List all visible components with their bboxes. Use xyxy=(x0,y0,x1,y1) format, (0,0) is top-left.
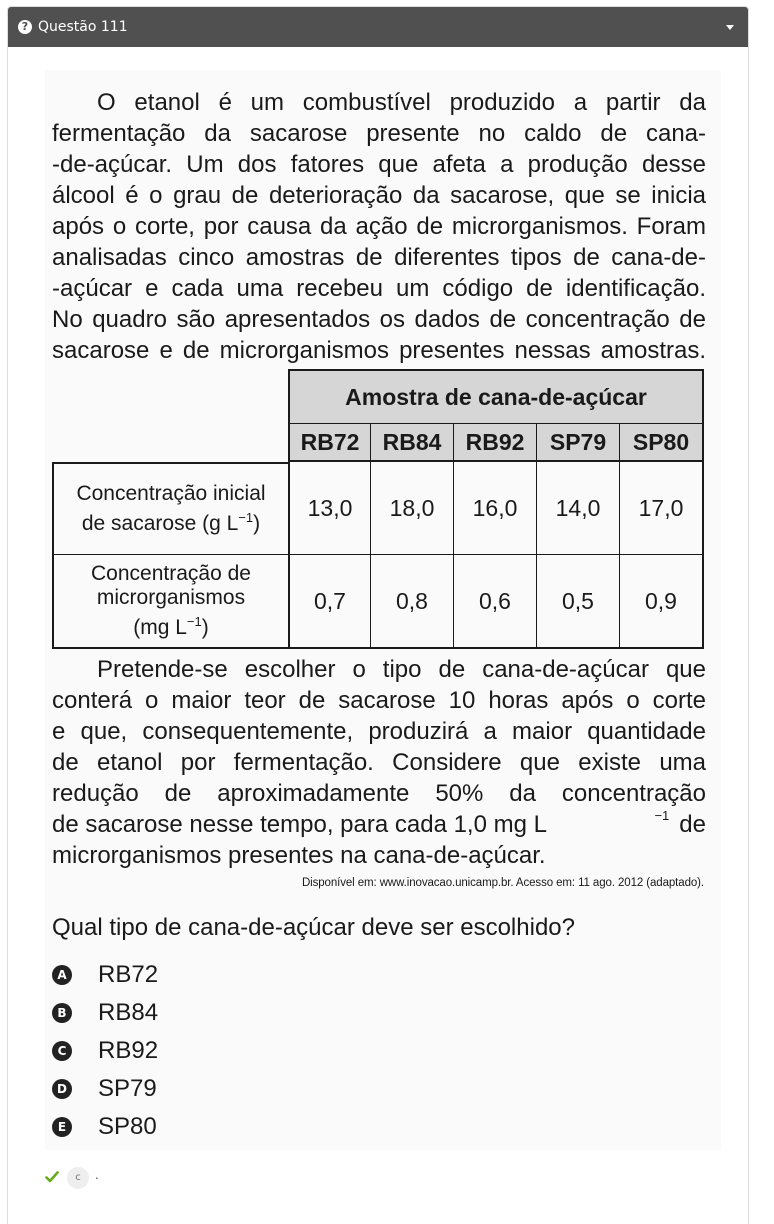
option-text: RB72 xyxy=(98,961,159,988)
passage-line: conterá o maior teor de sacarose 10 horas após o corte xyxy=(52,687,706,714)
passage-line: álcool é o grau de deterioração da sacarose, que se inicia xyxy=(52,182,706,209)
passage-line: -de-açúcar. Um dos fatores que afeta a produção desse xyxy=(52,151,706,178)
passage-paragraph-1 xyxy=(52,87,706,366)
passage-line: redução de aproximadamente 50% da concentração xyxy=(52,780,706,807)
column-header: SP80 xyxy=(620,424,704,462)
passage-line: de etanol por fermentação. Considere que existe uma xyxy=(52,749,706,776)
table-cell: 17,0 xyxy=(620,462,704,555)
column-header: RB84 xyxy=(371,424,454,462)
row-label-microorganisms xyxy=(52,555,288,649)
passage-paragraph-2 xyxy=(52,654,706,871)
passage-line: No quadro são apresentados os dados de concentração de xyxy=(52,306,706,333)
caret-down-icon[interactable] xyxy=(726,25,734,30)
column-header: RB92 xyxy=(454,424,537,462)
option-text: SP80 xyxy=(98,1113,157,1140)
passage-line: de sacarose nesse tempo, para cada 1,0 mg L −1 de xyxy=(52,808,706,838)
passage-line: Pretende-se escolher o tipo de cana-de-açúcar que xyxy=(97,656,706,683)
sample-data-table xyxy=(52,369,704,649)
row-label-line: (mg $L^{-1}$) xyxy=(133,614,209,639)
row-label-sucrose xyxy=(52,462,288,555)
question-mark-icon: ? xyxy=(18,20,32,34)
source-citation: Disponível em: www.inovacao.unicamp.br. Acesso em: 11 ago. 2012 (adaptado). xyxy=(301,877,704,889)
passage-line: analisadas cinco amostras de diferentes tipos de cana-de- xyxy=(52,244,706,271)
passage-line: microrganismos presentes na cana-de-açúcar. xyxy=(52,842,546,869)
checkmark-icon xyxy=(45,1170,59,1184)
row-label-line: microrganismos xyxy=(96,586,246,609)
table-cell: 0,8 xyxy=(371,555,454,649)
option-text: RB84 xyxy=(98,999,159,1026)
passage-line: após o corte, por causa da ação de microrganismos. Foram xyxy=(52,213,706,240)
column-header: SP79 xyxy=(537,424,620,462)
answer-badge: c xyxy=(67,1167,89,1189)
passage-line: O etanol é um combustível produzido a partir da xyxy=(97,89,706,116)
row-label-line: Concentração de xyxy=(91,562,251,585)
passage-line: e que, consequentemente, produzirá a maior quantidade xyxy=(52,718,706,745)
passage-line: -açúcar e cada uma recebeu um código de identificação. xyxy=(52,275,706,302)
option-letter-b-icon: B xyxy=(52,1003,72,1023)
table-cell: 18,0 xyxy=(371,462,454,555)
option-letter-c-icon: C xyxy=(52,1041,72,1061)
question-title: Questão 111 xyxy=(38,19,128,35)
question-header[interactable] xyxy=(8,7,748,47)
table-cell: 0,7 xyxy=(288,555,371,649)
passage-line: sacarose e de microrganismos presentes nessas amostras. xyxy=(52,337,706,364)
answer-suffix: . xyxy=(95,1168,99,1182)
option-text: SP79 xyxy=(98,1075,157,1102)
option-letter-e-icon: E xyxy=(52,1117,72,1137)
table-cell: 13,0 xyxy=(288,462,371,555)
table-group-header: Amostra de cana-de-açúcar xyxy=(288,369,704,424)
table-cell: 0,5 xyxy=(537,555,620,649)
table-cell: 16,0 xyxy=(454,462,537,555)
table-cell: 14,0 xyxy=(537,462,620,555)
question-prompt: Qual tipo de cana-de-açúcar deve ser escolhido? xyxy=(52,914,575,941)
option-letter-a-icon: A xyxy=(52,965,72,985)
option-letter-d-icon: D xyxy=(52,1079,72,1099)
option-text: RB92 xyxy=(98,1037,159,1064)
row-label-line: de sacarose (g $L^{-1}$) xyxy=(81,510,261,535)
column-header: RB72 xyxy=(288,424,371,462)
row-label-line: Concentração inicial xyxy=(76,482,266,505)
table-cell: 0,9 xyxy=(620,555,704,649)
table-cell: 0,6 xyxy=(454,555,537,649)
passage-line: fermentação da sacarose presente no caldo de cana- xyxy=(52,120,706,147)
